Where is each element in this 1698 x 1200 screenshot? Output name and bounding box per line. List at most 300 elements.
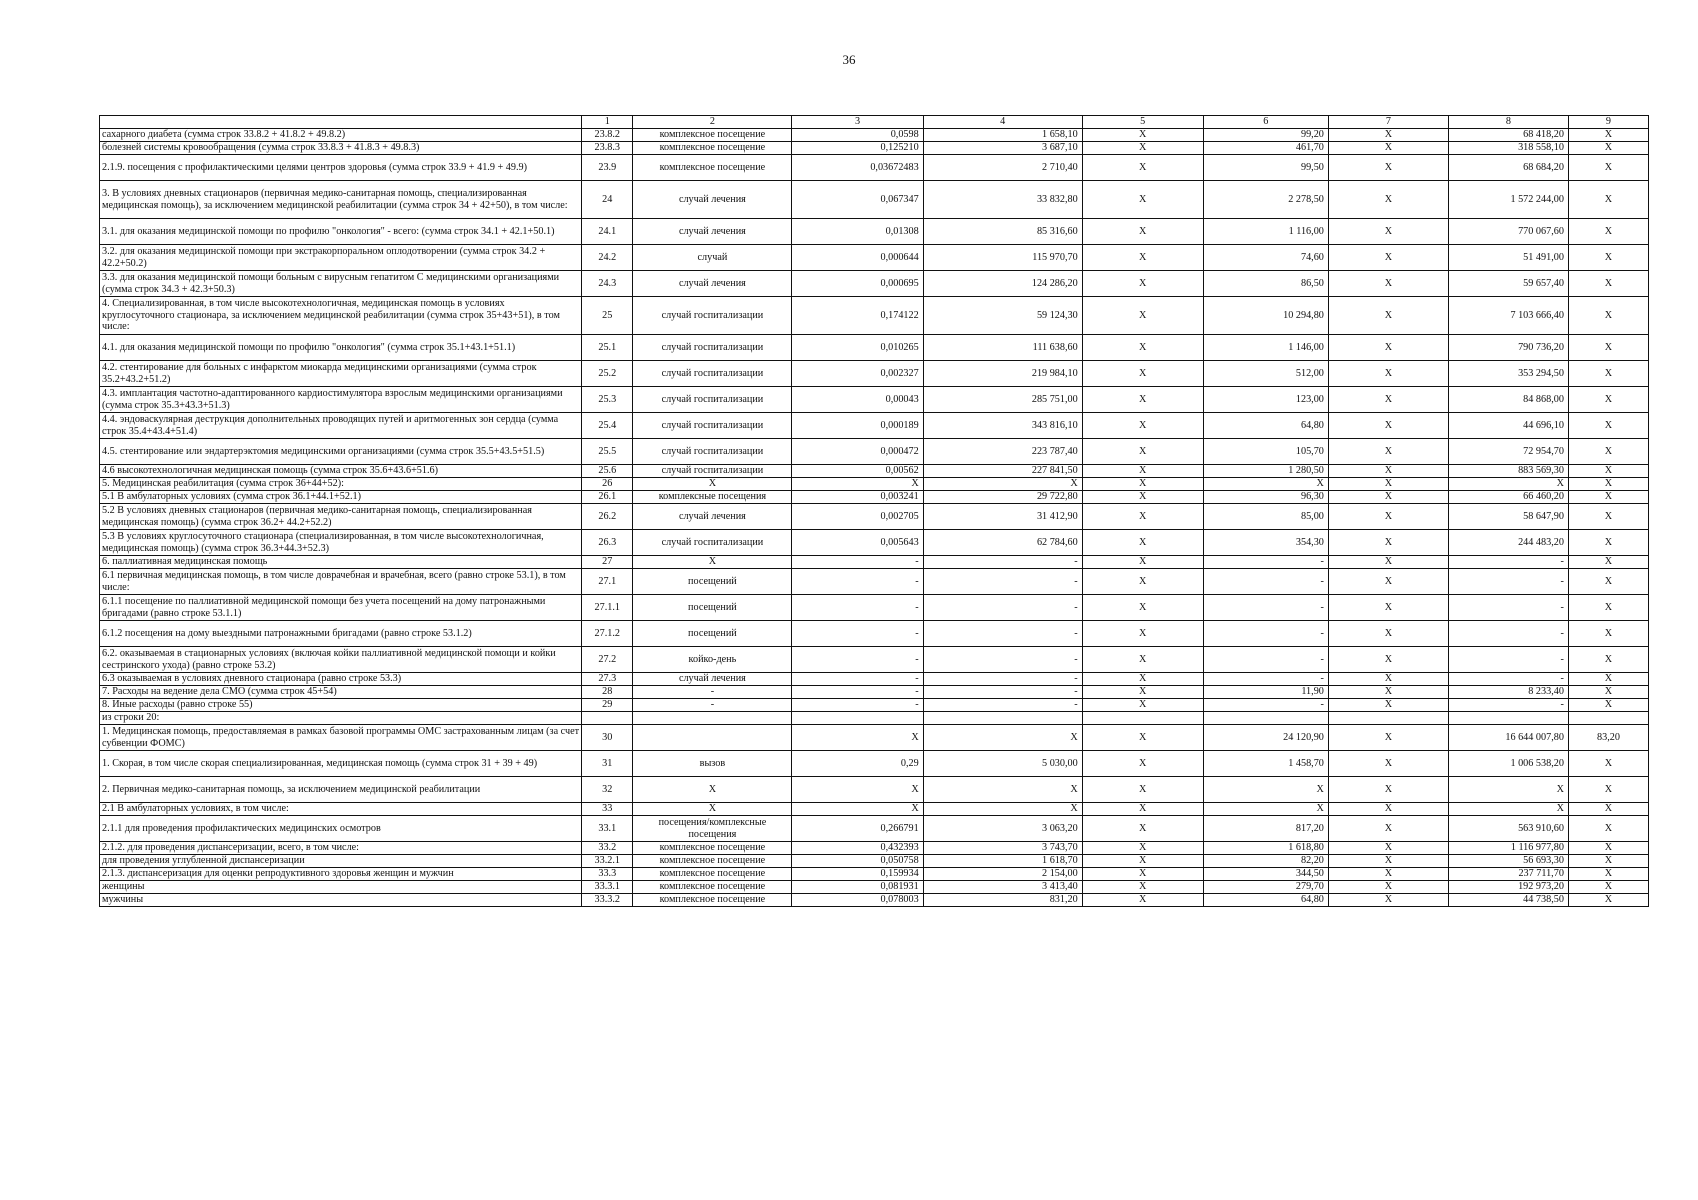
table-row [100,881,1649,894]
value-cell: X [1082,868,1203,881]
value-cell: 0,00043 [792,387,923,413]
value-cell: X [1082,673,1203,686]
value-cell: 817,20 [1203,816,1328,842]
row-number-cell: 25.5 [582,439,633,465]
value-cell: 11,90 [1203,686,1328,699]
value-cell: 279,70 [1203,881,1328,894]
header-cell: 5 [1082,116,1203,129]
value-cell: случай госпитализации [633,439,792,465]
row-label-cell: 2. Первичная медико-санитарная помощь, за исключением медицинской реабилитации [100,777,582,803]
value-cell: X [1568,595,1648,621]
value-cell: X [1568,245,1648,271]
value-cell: 72 954,70 [1448,439,1568,465]
row-label-cell: 4. Специализированная, в том числе высокотехнологичная, медицинская помощь в условиях круглосуточного стационара, за исключением медицинской реабилитации (сумма строк 35+43+51), в том числе: [100,297,582,335]
value-cell: - [633,699,792,712]
value-cell: X [1082,219,1203,245]
table-row [100,855,1649,868]
value-cell: 105,70 [1203,439,1328,465]
table-header-row [100,116,1649,129]
value-cell: X [1203,777,1328,803]
row-number-cell: 24.1 [582,219,633,245]
row-label-cell: 5.3 В условиях круглосуточного стационара (специализированная, в том числе высокотехнологичная, медицинская помощь) (сумма строк 36.3+44.3+52.3) [100,530,582,556]
value-cell: X [1082,894,1203,907]
value-cell: X [1328,504,1448,530]
value-cell: 0,125210 [792,142,923,155]
row-label-cell: 1. Скорая, в том числе скорая специализированная, медицинская помощь (сумма строк 31 + 39 + 49) [100,751,582,777]
value-cell: 66 460,20 [1448,491,1568,504]
table-body [100,116,1649,907]
value-cell: 344,50 [1203,868,1328,881]
value-cell: - [1448,569,1568,595]
value-cell: X [1328,219,1448,245]
value-cell: комплексные посещения [633,491,792,504]
value-cell: X [633,556,792,569]
table-row [100,569,1649,595]
value-cell: посещений [633,595,792,621]
value-cell: X [1568,699,1648,712]
row-number-cell: 33.3.1 [582,881,633,894]
value-cell: - [1203,699,1328,712]
value-cell: - [923,569,1082,595]
row-label-cell: болезней системы кровообращения (сумма строк 33.8.3 + 41.8.3 + 49.8.3) [100,142,582,155]
value-cell: - [1203,595,1328,621]
value-cell: случай госпитализации [633,335,792,361]
value-cell [1203,712,1328,725]
value-cell: X [1082,881,1203,894]
value-cell: X [1328,777,1448,803]
value-cell: X [1568,465,1648,478]
value-cell: X [1328,335,1448,361]
value-cell: X [1328,142,1448,155]
value-cell: случай госпитализации [633,465,792,478]
value-cell: X [1568,335,1648,361]
value-cell: X [792,803,923,816]
value-cell: X [1082,699,1203,712]
value-cell: комплексное посещение [633,881,792,894]
row-number-cell: 24.3 [582,271,633,297]
value-cell: 461,70 [1203,142,1328,155]
value-cell: X [1568,816,1648,842]
value-cell: комплексное посещение [633,142,792,155]
value-cell: X [1328,478,1448,491]
value-cell: случай лечения [633,271,792,297]
value-cell: посещений [633,621,792,647]
value-cell: - [923,595,1082,621]
value-cell: 219 984,10 [923,361,1082,387]
value-cell [633,725,792,751]
value-cell: комплексное посещение [633,855,792,868]
value-cell: X [1082,142,1203,155]
table-row [100,686,1649,699]
value-cell: X [1328,751,1448,777]
value-cell: - [1203,556,1328,569]
value-cell: посещений [633,569,792,595]
header-cell: 3 [792,116,923,129]
row-number-cell: 25.4 [582,413,633,439]
value-cell: 0,000472 [792,439,923,465]
value-cell: X [1328,129,1448,142]
value-cell: 0,266791 [792,816,923,842]
row-number-cell: 33.1 [582,816,633,842]
row-label-cell: 4.5. стентирование или эндартерэктомия медицинскими организациями (сумма строк 35.5+43.5+51.5) [100,439,582,465]
value-cell [792,712,923,725]
row-label-cell: 6.1.1 посещение по паллиативной медицинской помощи без учета посещений на дому патронажными бригадами (равно строке 53.1.1) [100,595,582,621]
row-number-cell: 27.3 [582,673,633,686]
data-table [99,115,1649,907]
value-cell: X [1082,595,1203,621]
row-number-cell: 25.3 [582,387,633,413]
value-cell: 343 816,10 [923,413,1082,439]
value-cell: 2 710,40 [923,155,1082,181]
value-cell: X [1328,803,1448,816]
value-cell: 0,002327 [792,361,923,387]
value-cell: 7 103 666,40 [1448,297,1568,335]
header-cell: 8 [1448,116,1568,129]
row-label-cell: 1. Медицинская помощь, предоставляемая в рамках базовой программы ОМС застрахованным лицам (за счет субвенции ФОМС) [100,725,582,751]
value-cell: X [1082,816,1203,842]
row-label-cell: 6. паллиативная медицинская помощь [100,556,582,569]
row-number-cell: 30 [582,725,633,751]
table-row [100,894,1649,907]
value-cell: 0,00562 [792,465,923,478]
value-cell: 59 657,40 [1448,271,1568,297]
value-cell: комплексное посещение [633,155,792,181]
table-row [100,816,1649,842]
row-label-cell: сахарного диабета (сумма строк 33.8.2 + 41.8.2 + 49.8.2) [100,129,582,142]
table-row [100,777,1649,803]
value-cell [1568,712,1648,725]
value-cell: X [1082,387,1203,413]
value-cell: 1 006 538,20 [1448,751,1568,777]
value-cell: 0,01308 [792,219,923,245]
value-cell: X [1328,621,1448,647]
value-cell: 1 658,10 [923,129,1082,142]
value-cell: X [1328,245,1448,271]
value-cell: X [923,478,1082,491]
value-cell: X [1568,894,1648,907]
value-cell: - [1448,556,1568,569]
value-cell: 353 294,50 [1448,361,1568,387]
header-cell: 4 [923,116,1082,129]
table-row [100,699,1649,712]
value-cell: 96,30 [1203,491,1328,504]
value-cell: X [1328,297,1448,335]
value-cell: 68 684,20 [1448,155,1568,181]
row-label-cell: 2.1.3. диспансеризация для оценки репродуктивного здоровья женщин и мужчин [100,868,582,881]
value-cell: 192 973,20 [1448,881,1568,894]
value-cell: X [1203,803,1328,816]
value-cell: - [792,621,923,647]
table-row [100,868,1649,881]
value-cell: 33 832,80 [923,181,1082,219]
value-cell: 1 458,70 [1203,751,1328,777]
value-cell: 285 751,00 [923,387,1082,413]
value-cell: случай госпитализации [633,297,792,335]
row-number-cell: 26.2 [582,504,633,530]
row-number-cell [582,712,633,725]
value-cell: 1 280,50 [1203,465,1328,478]
value-cell: X [1082,361,1203,387]
value-cell: X [1568,686,1648,699]
value-cell: 51 491,00 [1448,245,1568,271]
value-cell: 0,0598 [792,129,923,142]
value-cell: X [1328,894,1448,907]
value-cell: случай лечения [633,504,792,530]
value-cell: X [1082,271,1203,297]
value-cell: X [1328,816,1448,842]
value-cell: 0,003241 [792,491,923,504]
value-cell: X [1082,842,1203,855]
value-cell: 223 787,40 [923,439,1082,465]
row-number-cell: 23.8.2 [582,129,633,142]
row-number-cell: 33.2 [582,842,633,855]
value-cell: X [1328,881,1448,894]
value-cell: X [792,725,923,751]
row-label-cell: 3.2. для оказания медицинской помощи при экстракорпоральном оплодотворении (сумма строк 34.2 + 42.2+50.2) [100,245,582,271]
value-cell: случай госпитализации [633,530,792,556]
row-label-cell: 6.3 оказываемая в условиях дневного стационара (равно строке 53.3) [100,673,582,686]
value-cell: 0,174122 [792,297,923,335]
value-cell: - [1448,673,1568,686]
value-cell: X [1568,478,1648,491]
value-cell: комплексное посещение [633,894,792,907]
value-cell: X [1082,530,1203,556]
value-cell: X [1568,271,1648,297]
value-cell: 0,000695 [792,271,923,297]
value-cell: X [1082,478,1203,491]
value-cell: - [792,556,923,569]
value-cell: 0,081931 [792,881,923,894]
row-number-cell: 23.8.3 [582,142,633,155]
value-cell: 831,20 [923,894,1082,907]
value-cell: X [1082,647,1203,673]
row-number-cell: 25.6 [582,465,633,478]
row-number-cell: 33 [582,803,633,816]
value-cell: 1 116 977,80 [1448,842,1568,855]
value-cell: 1 618,80 [1203,842,1328,855]
value-cell: X [1568,569,1648,595]
value-cell: X [1328,439,1448,465]
value-cell: 244 483,20 [1448,530,1568,556]
value-cell: X [1082,155,1203,181]
row-label-cell: 6.1 первичная медицинская помощь, в том числе доврачебная и врачебная, всего (равно строке 53.1), в том числе: [100,569,582,595]
header-cell: 1 [582,116,633,129]
row-label-cell: 6.2. оказываемая в стационарных условиях (включая койки паллиативной медицинской помощи и койки сестринского ухода) (равно строке 53.2) [100,647,582,673]
table-row [100,142,1649,155]
value-cell: X [1082,855,1203,868]
value-cell: X [1082,803,1203,816]
value-cell: комплексное посещение [633,868,792,881]
row-label-cell: 2.1 В амбулаторных условиях, в том числе: [100,803,582,816]
value-cell: 84 868,00 [1448,387,1568,413]
row-label-cell: 5.1 В амбулаторных условиях (сумма строк 36.1+44.1+52.1) [100,491,582,504]
value-cell: 85,00 [1203,504,1328,530]
table-row [100,504,1649,530]
value-cell: X [1568,439,1648,465]
value-cell [1448,712,1568,725]
value-cell: X [1082,129,1203,142]
value-cell: X [1082,569,1203,595]
value-cell: койко-день [633,647,792,673]
value-cell: X [1328,361,1448,387]
table-row [100,335,1649,361]
value-cell: X [1568,777,1648,803]
value-cell: - [923,556,1082,569]
value-cell: 883 569,30 [1448,465,1568,478]
row-number-cell: 27.1.2 [582,621,633,647]
value-cell: - [792,647,923,673]
value-cell: X [1328,595,1448,621]
table-row [100,491,1649,504]
value-cell: - [1203,647,1328,673]
header-cell: 7 [1328,116,1448,129]
value-cell: X [1082,413,1203,439]
value-cell: X [1568,413,1648,439]
value-cell: 3 063,20 [923,816,1082,842]
value-cell: X [1082,439,1203,465]
table-row [100,387,1649,413]
row-number-cell: 27 [582,556,633,569]
value-cell: X [1568,387,1648,413]
value-cell: 0,002705 [792,504,923,530]
value-cell: X [1448,777,1568,803]
value-cell: X [1568,881,1648,894]
value-cell: случай лечения [633,181,792,219]
value-cell: 3 413,40 [923,881,1082,894]
row-label-cell: 5. Медицинская реабилитация (сумма строк 36+44+52): [100,478,582,491]
row-label-cell: 3. В условиях дневных стационаров (первичная медико-санитарная помощь, специализированная медицинская помощь), за исключением медицинской реабилитации (сумма строк 34 + 42+50), в том числе: [100,181,582,219]
row-number-cell: 29 [582,699,633,712]
row-label-cell: 2.1.9. посещения с профилактическими целями центров здоровья (сумма строк 33.9 + 41.9 + 49.9) [100,155,582,181]
row-label-cell: 5.2 В условиях дневных стационаров (первичная медико-санитарная помощь, специализированная медицинская помощь) (сумма строк 36.2+ 44.2+52.2) [100,504,582,530]
value-cell [633,712,792,725]
value-cell: X [633,478,792,491]
value-cell: 0,03672483 [792,155,923,181]
table-row [100,595,1649,621]
row-number-cell: 28 [582,686,633,699]
value-cell: - [923,673,1082,686]
table-row [100,129,1649,142]
value-cell: - [1448,699,1568,712]
row-number-cell: 26 [582,478,633,491]
value-cell: X [1082,504,1203,530]
row-number-cell: 33.3 [582,868,633,881]
row-label-cell: мужчины [100,894,582,907]
table-row [100,361,1649,387]
table-row [100,181,1649,219]
value-cell: X [1328,725,1448,751]
header-cell [100,116,582,129]
value-cell: 24 120,90 [1203,725,1328,751]
value-cell: X [1328,491,1448,504]
value-cell: X [1328,868,1448,881]
value-cell: 29 722,80 [923,491,1082,504]
value-cell: X [1568,142,1648,155]
value-cell: X [1568,155,1648,181]
table-row [100,413,1649,439]
value-cell: посещения/комплексные посещения [633,816,792,842]
value-cell: 1 116,00 [1203,219,1328,245]
value-cell: X [1082,465,1203,478]
value-cell: 0,078003 [792,894,923,907]
table-row [100,530,1649,556]
table-row [100,712,1649,725]
row-label-cell: 3.1. для оказания медицинской помощи по профилю "онкология" - всего: (сумма строк 34.1 + 42.1+50.1) [100,219,582,245]
value-cell: 3 687,10 [923,142,1082,155]
table-row [100,297,1649,335]
value-cell: 0,067347 [792,181,923,219]
value-cell: X [1568,504,1648,530]
table-row [100,842,1649,855]
value-cell: комплексное посещение [633,842,792,855]
row-label-cell: для проведения углубленной диспансеризации [100,855,582,868]
value-cell: X [1082,777,1203,803]
value-cell: 318 558,10 [1448,142,1568,155]
value-cell: X [1328,465,1448,478]
value-cell: 8 233,40 [1448,686,1568,699]
value-cell: X [1328,569,1448,595]
value-cell: случай госпитализации [633,361,792,387]
table-row [100,219,1649,245]
value-cell: 64,80 [1203,413,1328,439]
value-cell: X [923,725,1082,751]
value-cell: X [1328,673,1448,686]
value-cell: X [1568,842,1648,855]
value-cell: X [1568,361,1648,387]
value-cell: 354,30 [1203,530,1328,556]
value-cell: X [1448,478,1568,491]
table-row [100,439,1649,465]
value-cell: 99,20 [1203,129,1328,142]
value-cell: - [792,686,923,699]
value-cell: X [1082,181,1203,219]
table-row [100,803,1649,816]
value-cell: 82,20 [1203,855,1328,868]
value-cell: 123,00 [1203,387,1328,413]
value-cell: 0,29 [792,751,923,777]
value-cell: 0,159934 [792,868,923,881]
value-cell: 44 696,10 [1448,413,1568,439]
row-number-cell: 33.3.2 [582,894,633,907]
table-row [100,647,1649,673]
value-cell: 770 067,60 [1448,219,1568,245]
value-cell: 227 841,50 [923,465,1082,478]
value-cell: X [1568,491,1648,504]
value-cell: X [1328,556,1448,569]
value-cell: 2 278,50 [1203,181,1328,219]
value-cell: X [1568,621,1648,647]
row-number-cell: 32 [582,777,633,803]
value-cell: 1 618,70 [923,855,1082,868]
value-cell: 10 294,80 [1203,297,1328,335]
table-row [100,725,1649,751]
value-cell: - [792,699,923,712]
value-cell: X [923,777,1082,803]
value-cell: X [1568,673,1648,686]
value-cell [1328,712,1448,725]
value-cell: 44 738,50 [1448,894,1568,907]
row-number-cell: 25 [582,297,633,335]
value-cell: X [1082,335,1203,361]
row-number-cell: 33.2.1 [582,855,633,868]
value-cell: случай лечения [633,673,792,686]
row-label-cell: 8. Иные расходы (равно строке 55) [100,699,582,712]
header-cell: 2 [633,116,792,129]
value-cell: комплексное посещение [633,129,792,142]
value-cell: X [1082,621,1203,647]
row-number-cell: 24 [582,181,633,219]
value-cell: - [1203,621,1328,647]
